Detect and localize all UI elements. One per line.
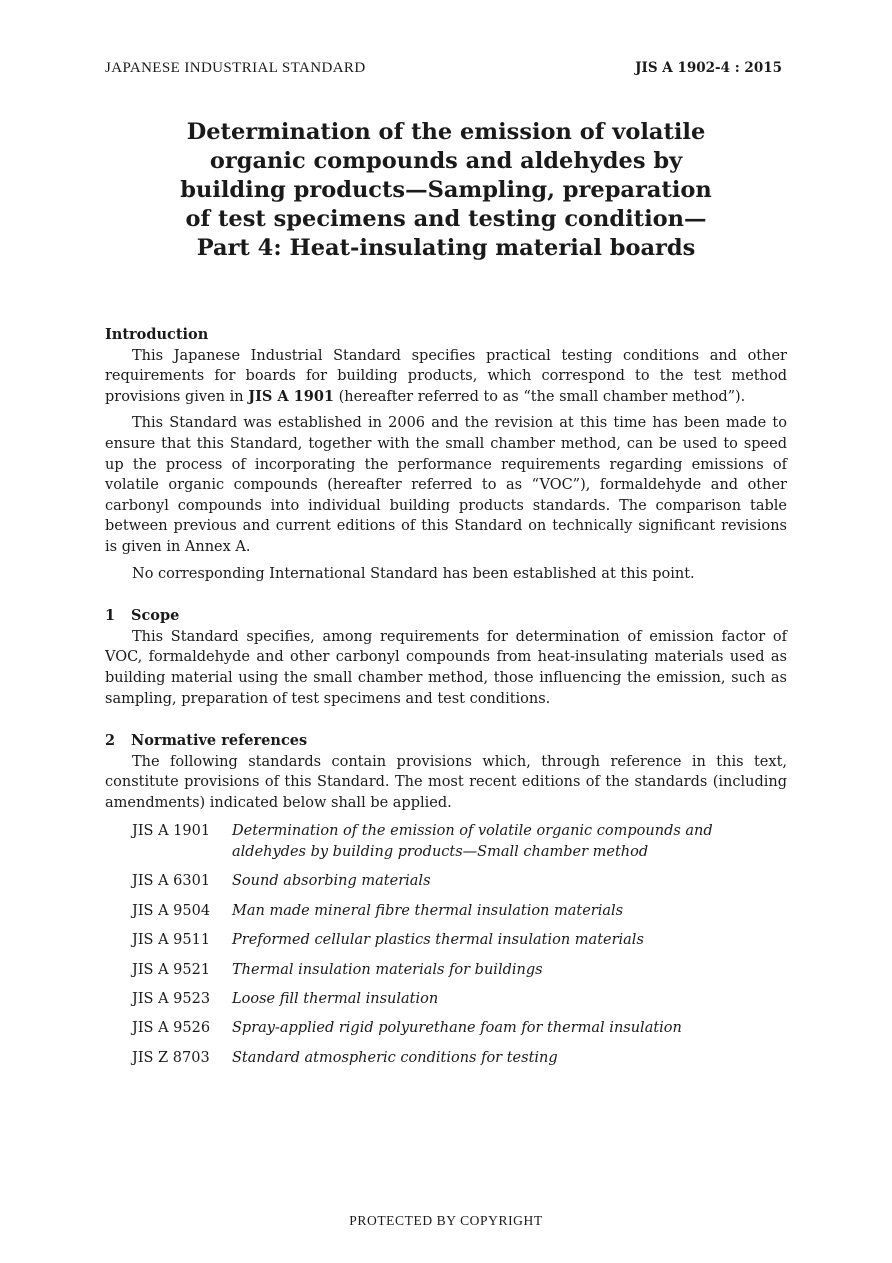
scope-heading	[105, 606, 787, 627]
introduction-heading: Introduction	[105, 326, 209, 343]
reference-item	[105, 989, 787, 1010]
reference-code: JIS A 9521	[132, 961, 211, 978]
reference-code: JIS A 9523	[132, 991, 211, 1008]
document-title	[100, 118, 792, 263]
title-line: building products—Sampling, preparation	[180, 177, 712, 203]
reference-code: JIS A 9504	[132, 902, 211, 919]
section-title: Normative references	[131, 732, 308, 750]
document-body	[105, 325, 787, 1077]
reference-title: Sound absorbing materials	[232, 873, 431, 890]
reference-title: Preformed cellular plastics thermal insulation materials	[232, 932, 644, 949]
reference-code: JIS A 9511	[132, 932, 211, 949]
reference-title: Loose fill thermal insulation	[232, 991, 439, 1008]
reference-code: JIS A 9526	[132, 1020, 211, 1037]
header-standard-number: JIS A 1902-4 : 2015	[635, 60, 782, 76]
reference-title: Spray-applied rigid polyurethane foam for thermal insulation	[232, 1020, 682, 1037]
reference-item	[105, 960, 787, 981]
introduction-paragraph-2: This Standard was established in 2006 and the revision at this time has been made to ensure that this Standard, together with the small chamber method, can be used to speed up the process of incorporating the performance requirements regarding emissions of volatile organic compounds (hereafter referred to as “VOC”), formaldehyde and other carbonyl compounds into individual building products standards. The comparison table between previous and current editions of this Standard on technically significant revisions is given in Annex A.	[105, 415, 787, 555]
section-number: 2	[105, 732, 116, 750]
reference-title: Determination of the emission of volatile organic compounds and aldehydes by building products—Small chamber method	[232, 823, 713, 861]
copyright-footer: PROTECTED BY COPYRIGHT	[349, 1213, 543, 1228]
reference-list	[105, 821, 787, 1068]
title-line: Determination of the emission of volatile	[186, 119, 706, 145]
reference-title: Standard atmospheric conditions for testing	[232, 1049, 558, 1066]
reference-code: JIS A 1901	[132, 823, 211, 840]
reference-item	[105, 930, 787, 951]
normative-references-heading	[105, 731, 787, 752]
reference-title: Man made mineral fibre thermal insulation materials	[232, 902, 624, 919]
reference-item	[105, 901, 787, 922]
reference-item	[105, 1018, 787, 1039]
introduction-paragraph-3: No corresponding International Standard has been established at this point.	[132, 565, 695, 582]
section-number: 1	[105, 607, 116, 625]
reference-title: Thermal insulation materials for buildings	[232, 961, 543, 978]
title-line: of test specimens and testing condition—	[185, 206, 707, 232]
reference-item	[105, 821, 787, 862]
text-run: (hereafter referred to as “the small chamber method”).	[334, 388, 746, 405]
reference-code: JIS Z 8703	[132, 1049, 210, 1066]
reference-item	[105, 1048, 787, 1069]
standard-reference: JIS A 1901	[248, 387, 335, 405]
section-title: Scope	[131, 607, 180, 625]
introduction-paragraph-1	[105, 346, 787, 408]
header-organization: JAPANESE INDUSTRIAL STANDARD	[105, 60, 366, 76]
reference-item	[105, 871, 787, 892]
reference-code: JIS A 6301	[132, 873, 211, 890]
scope-paragraph: This Standard specifies, among requirements for determination of emission factor of VOC, formaldehyde and other carbonyl compounds from heat-insulating materials used as building material using the small chamber method, those influencing the emission, such as sampling, preparation of test specimens and test conditions.	[105, 628, 787, 707]
text-run: This Japanese Industrial Standard specifies practical testing conditions and other requirements for boards for building products, which correspond to the test method provisions given in	[105, 347, 787, 405]
normative-references-paragraph: The following standards contain provisions which, through reference in this text, constitute provisions of this Standard. The most recent editions of the standards (including amendments) indicated below shall be applied.	[105, 753, 787, 811]
title-line: organic compounds and aldehydes by	[209, 148, 683, 174]
title-line: Part 4: Heat-insulating material boards	[196, 235, 696, 261]
